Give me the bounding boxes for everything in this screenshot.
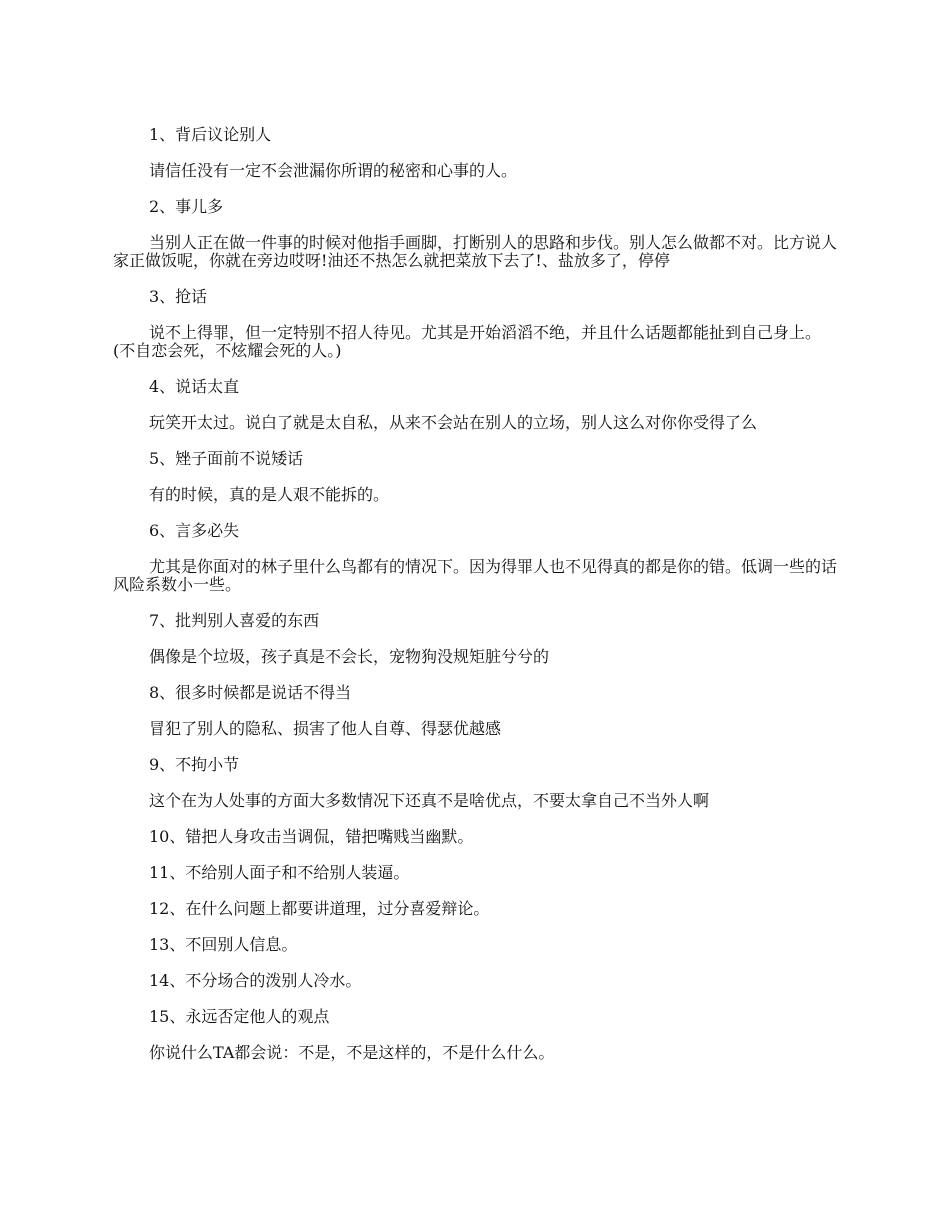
heading-4: 4、说话太直 (149, 377, 240, 396)
heading-9: 9、不拘小节 (149, 755, 240, 774)
heading-7: 7、批判别人喜爱的东西 (149, 611, 320, 630)
paragraph-1: 请信任没有一定不会泄漏你所谓的秘密和心事的人。 (149, 161, 518, 180)
item-14: 14、不分场合的泼别人冷水。 (149, 971, 362, 990)
heading-5: 5、矬子面前不说矮话 (149, 449, 304, 468)
paragraph-3: 说不上得罪，但一定特别不招人待见。尤其是开始滔滔不绝，并且什么话题都能扯到自己身上。(不自恋会死，不炫耀会死的人。) (113, 323, 822, 360)
heading-3: 3、抢话 (149, 287, 208, 306)
item-12: 12、在什么问题上都要讲道理，过分喜爱辩论。 (149, 899, 490, 918)
heading-8: 8、很多时候都是说话不得当 (149, 683, 352, 702)
item-11: 11、不给别人面子和不给别人装逼。 (149, 863, 410, 882)
paragraph-8: 冒犯了别人的隐私、损害了他人自尊、得瑟优越感 (149, 719, 502, 738)
item-10: 10、错把人身攻击当调侃，错把嘴贱当幽默。 (149, 827, 474, 846)
paragraph-2: 当别人正在做一件事的时候对他指手画脚，打断别人的思路和步伐。别人怎么做都不对。比方说人家正做饭呢，你就在旁边哎呀!油还不热怎么就把菜放下去了!、盐放多了，停停 (113, 233, 838, 270)
paragraph-5: 有的时候，真的是人艰不能拆的。 (149, 485, 390, 504)
paragraph-7: 偶像是个垃圾，孩子真是不会长，宠物狗没规矩脏兮兮的 (149, 647, 550, 666)
heading-2: 2、事儿多 (149, 197, 224, 216)
heading-15: 15、永远否定他人的观点 (149, 1007, 330, 1026)
item-13: 13、不回别人信息。 (149, 935, 298, 954)
heading-6: 6、言多必失 (149, 521, 240, 540)
paragraph-9: 这个在为人处事的方面大多数情况下还真不是啥优点，不要太拿自己不当外人啊 (149, 791, 710, 810)
paragraph-6: 尤其是你面对的林子里什么鸟都有的情况下。因为得罪人也不见得真的都是你的错。低调一些的话风险系数小一些。 (113, 557, 838, 594)
paragraph-4: 玩笑开太过。说白了就是太自私，从来不会站在别人的立场，别人这么对你你受得了么 (149, 413, 758, 432)
heading-1: 1、背后议论别人 (149, 125, 272, 144)
paragraph-15: 你说什么TA都会说：不是，不是这样的，不是什么什么。 (149, 1043, 555, 1062)
document-body (113, 126, 840, 1062)
